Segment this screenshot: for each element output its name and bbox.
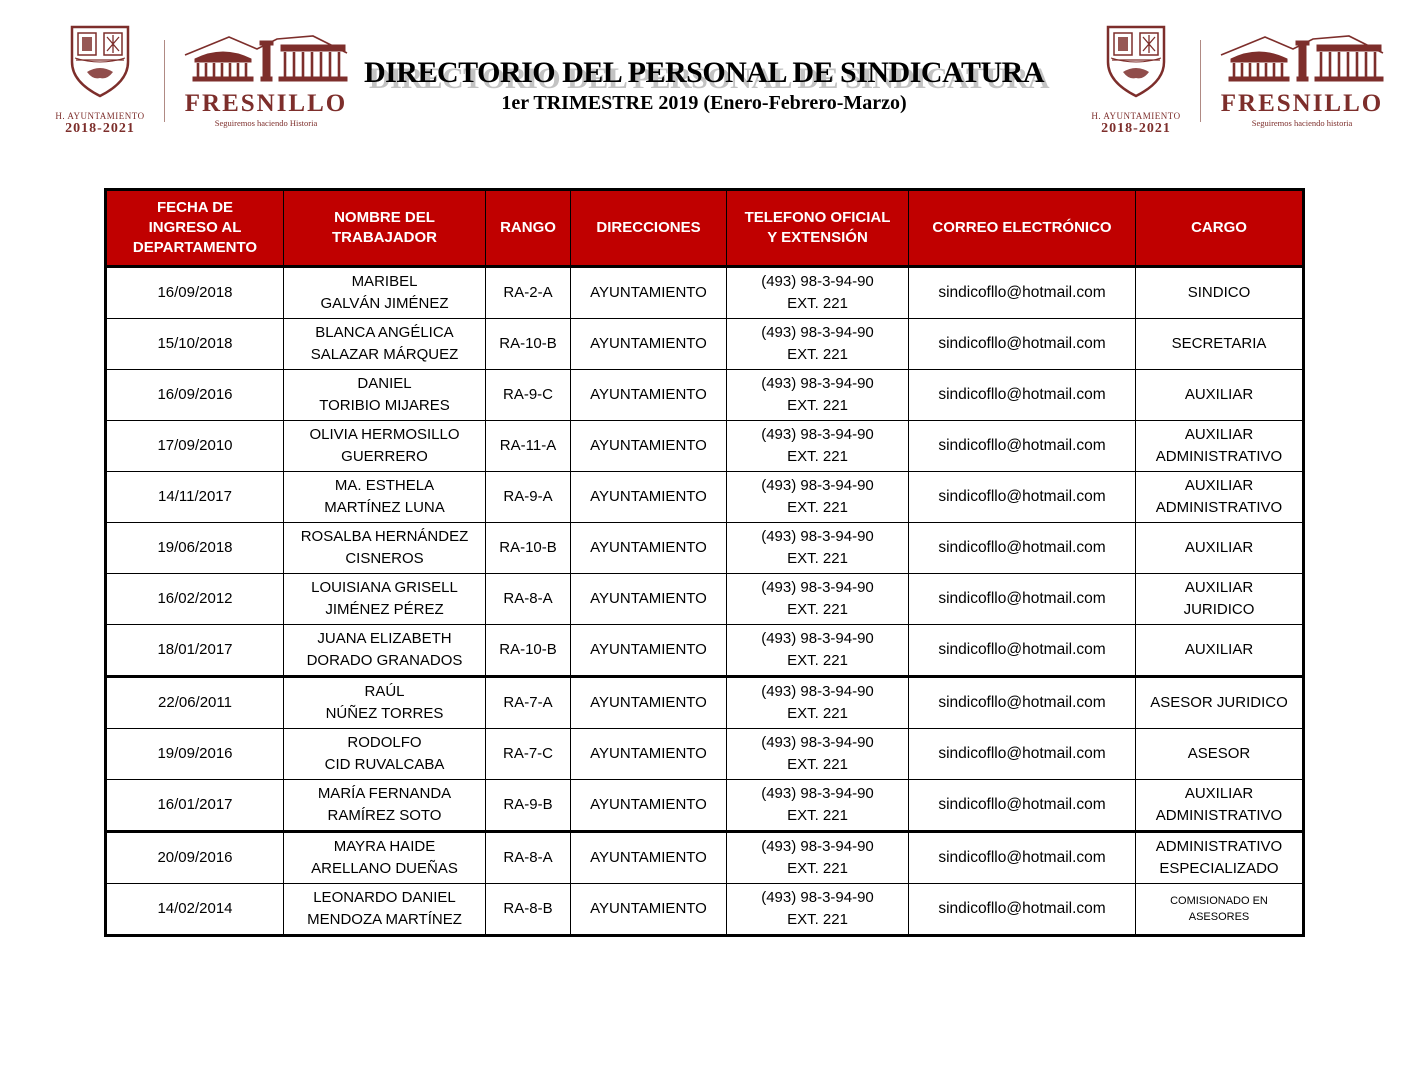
cell-direcciones: AYUNTAMIENTO [571, 421, 727, 472]
cell-telefono: (493) 98-3-94-90 EXT. 221 [727, 370, 909, 421]
crest-years: 2018-2021 [65, 121, 135, 136]
cell-fecha: 16/09/2018 [106, 267, 284, 319]
fresnillo-wordmark: FRESNILLO [1220, 90, 1384, 117]
cell-cargo: ASESOR JURIDICO [1136, 677, 1304, 729]
cell-correo: sindicofllo@hotmail.com [909, 421, 1136, 472]
cell-direcciones: AYUNTAMIENTO [571, 884, 727, 936]
crest-years: 2018-2021 [1101, 121, 1171, 136]
cell-correo: sindicofllo@hotmail.com [909, 625, 1136, 677]
cell-nombre: BLANCA ANGÉLICA SALAZAR MÁRQUEZ [284, 319, 486, 370]
cell-cargo: AUXILIAR ADMINISTRATIVO [1136, 780, 1304, 832]
cell-cargo: SECRETARIA [1136, 319, 1304, 370]
fresnillo-tagline: Seguiremos haciendo historia [1251, 118, 1353, 128]
cell-nombre: RAÚL NÚÑEZ TORRES [284, 677, 486, 729]
cell-rango: RA-8-B [486, 884, 571, 936]
cell-telefono: (493) 98-3-94-90 EXT. 221 [727, 574, 909, 625]
table-row [106, 625, 1304, 677]
table-row [106, 319, 1304, 370]
cell-direcciones: AYUNTAMIENTO [571, 677, 727, 729]
column-header: NOMBRE DEL TRABAJADOR [284, 190, 486, 267]
cell-correo: sindicofllo@hotmail.com [909, 370, 1136, 421]
cell-direcciones: AYUNTAMIENTO [571, 267, 727, 319]
cell-rango: RA-8-A [486, 574, 571, 625]
cell-cargo: AUXILIAR ADMINISTRATIVO [1136, 472, 1304, 523]
cell-nombre: RODOLFO CID RUVALCABA [284, 729, 486, 780]
cell-rango: RA-9-B [486, 780, 571, 832]
cell-nombre: DANIEL TORIBIO MIJARES [284, 370, 486, 421]
cell-correo: sindicofllo@hotmail.com [909, 267, 1136, 319]
municipal-logo-left [52, 24, 351, 137]
cell-correo: sindicofllo@hotmail.com [909, 574, 1136, 625]
cell-direcciones: AYUNTAMIENTO [571, 780, 727, 832]
cell-rango: RA-2-A [486, 267, 571, 319]
cell-correo: sindicofllo@hotmail.com [909, 677, 1136, 729]
municipal-logo-right [1088, 24, 1387, 137]
cell-cargo: ADMINISTRATIVO ESPECIALIZADO [1136, 832, 1304, 884]
cell-fecha: 18/01/2017 [106, 625, 284, 677]
fresnillo-tagline: Seguiremos haciendo Historia [214, 118, 318, 128]
cell-correo: sindicofllo@hotmail.com [909, 832, 1136, 884]
cell-direcciones: AYUNTAMIENTO [571, 625, 727, 677]
table-row [106, 267, 1304, 319]
column-header: CARGO [1136, 190, 1304, 267]
cell-fecha: 16/09/2016 [106, 370, 284, 421]
table-row [106, 421, 1304, 472]
cell-cargo: COMISIONADO EN ASESORES [1136, 884, 1304, 936]
cell-nombre: MARIBEL GALVÁN JIMÉNEZ [284, 267, 486, 319]
cell-correo: sindicofllo@hotmail.com [909, 780, 1136, 832]
cell-fecha: 16/01/2017 [106, 780, 284, 832]
page-subtitle: 1er TRIMESTRE 2019 (Enero-Febrero-Marzo) [501, 92, 907, 114]
cell-rango: RA-11-A [486, 421, 571, 472]
page-title: DIRECTORIO DEL PERSONAL DE SINDICATURA [363, 56, 1045, 89]
table-row [106, 370, 1304, 421]
cell-fecha: 16/02/2012 [106, 574, 284, 625]
table-row [106, 884, 1304, 936]
cell-telefono: (493) 98-3-94-90 EXT. 221 [727, 884, 909, 936]
logo-divider [1200, 40, 1201, 122]
cell-cargo: AUXILIAR [1136, 370, 1304, 421]
cell-correo: sindicofllo@hotmail.com [909, 472, 1136, 523]
column-header: DIRECCIONES [571, 190, 727, 267]
cell-rango: RA-10-B [486, 523, 571, 574]
cell-nombre: MA. ESTHELA MARTÍNEZ LUNA [284, 472, 486, 523]
municipal-shield-icon [67, 24, 133, 109]
cell-direcciones: AYUNTAMIENTO [571, 370, 727, 421]
cell-direcciones: AYUNTAMIENTO [571, 319, 727, 370]
cell-direcciones: AYUNTAMIENTO [571, 472, 727, 523]
cell-fecha: 15/10/2018 [106, 319, 284, 370]
cell-fecha: 20/09/2016 [106, 832, 284, 884]
table-row [106, 729, 1304, 780]
cell-rango: RA-10-B [486, 625, 571, 677]
cell-telefono: (493) 98-3-94-90 EXT. 221 [727, 319, 909, 370]
cell-telefono: (493) 98-3-94-90 EXT. 221 [727, 729, 909, 780]
cell-telefono: (493) 98-3-94-90 EXT. 221 [727, 523, 909, 574]
table-row [106, 472, 1304, 523]
cell-telefono: (493) 98-3-94-90 EXT. 221 [727, 780, 909, 832]
cell-direcciones: AYUNTAMIENTO [571, 832, 727, 884]
cell-nombre: LOUISIANA GRISELL JIMÉNEZ PÉREZ [284, 574, 486, 625]
cell-cargo: AUXILIAR [1136, 523, 1304, 574]
crest-caption: H. AYUNTAMIENTO [55, 111, 145, 121]
cell-nombre: OLIVIA HERMOSILLO GUERRERO [284, 421, 486, 472]
fresnillo-monument-icon [1217, 33, 1387, 90]
cell-cargo: ASESOR [1136, 729, 1304, 780]
cell-cargo: AUXILIAR ADMINISTRATIVO [1136, 421, 1304, 472]
cell-rango: RA-7-A [486, 677, 571, 729]
cell-direcciones: AYUNTAMIENTO [571, 729, 727, 780]
cell-telefono: (493) 98-3-94-90 EXT. 221 [727, 625, 909, 677]
table-row [106, 677, 1304, 729]
table-row [106, 574, 1304, 625]
cell-rango: RA-9-C [486, 370, 571, 421]
cell-fecha: 19/06/2018 [106, 523, 284, 574]
cell-telefono: (493) 98-3-94-90 EXT. 221 [727, 267, 909, 319]
cell-telefono: (493) 98-3-94-90 EXT. 221 [727, 832, 909, 884]
table-row [106, 523, 1304, 574]
cell-fecha: 22/06/2011 [106, 677, 284, 729]
cell-rango: RA-10-B [486, 319, 571, 370]
municipal-shield-icon [1103, 24, 1169, 109]
title-block [354, 56, 1054, 115]
cell-cargo: SINDICO [1136, 267, 1304, 319]
column-header: FECHA DE INGRESO AL DEPARTAMENTO [106, 190, 284, 267]
cell-nombre: MARÍA FERNANDA RAMÍREZ SOTO [284, 780, 486, 832]
column-header: CORREO ELECTRÓNICO [909, 190, 1136, 267]
cell-fecha: 14/11/2017 [106, 472, 284, 523]
cell-rango: RA-9-A [486, 472, 571, 523]
personnel-table [104, 188, 1305, 937]
cell-correo: sindicofllo@hotmail.com [909, 319, 1136, 370]
table-row [106, 832, 1304, 884]
column-header: RANGO [486, 190, 571, 267]
cell-cargo: AUXILIAR [1136, 625, 1304, 677]
fresnillo-monument-icon [181, 33, 351, 90]
cell-fecha: 17/09/2010 [106, 421, 284, 472]
cell-nombre: JUANA ELIZABETH DORADO GRANADOS [284, 625, 486, 677]
column-header: TELEFONO OFICIAL Y EXTENSIÓN [727, 190, 909, 267]
cell-rango: RA-8-A [486, 832, 571, 884]
cell-rango: RA-7-C [486, 729, 571, 780]
cell-correo: sindicofllo@hotmail.com [909, 729, 1136, 780]
cell-nombre: ROSALBA HERNÁNDEZ CISNEROS [284, 523, 486, 574]
cell-correo: sindicofllo@hotmail.com [909, 884, 1136, 936]
crest-caption: H. AYUNTAMIENTO [1091, 111, 1181, 121]
cell-direcciones: AYUNTAMIENTO [571, 574, 727, 625]
cell-nombre: LEONARDO DANIEL MENDOZA MARTÍNEZ [284, 884, 486, 936]
fresnillo-wordmark: FRESNILLO [184, 90, 348, 117]
table-header-row [106, 190, 1304, 267]
cell-fecha: 19/09/2016 [106, 729, 284, 780]
logo-divider [164, 40, 165, 122]
cell-telefono: (493) 98-3-94-90 EXT. 221 [727, 421, 909, 472]
cell-telefono: (493) 98-3-94-90 EXT. 221 [727, 472, 909, 523]
cell-fecha: 14/02/2014 [106, 884, 284, 936]
cell-telefono: (493) 98-3-94-90 EXT. 221 [727, 677, 909, 729]
cell-nombre: MAYRA HAIDE ARELLANO DUEÑAS [284, 832, 486, 884]
cell-correo: sindicofllo@hotmail.com [909, 523, 1136, 574]
table-row [106, 780, 1304, 832]
cell-direcciones: AYUNTAMIENTO [571, 523, 727, 574]
cell-cargo: AUXILIAR JURIDICO [1136, 574, 1304, 625]
